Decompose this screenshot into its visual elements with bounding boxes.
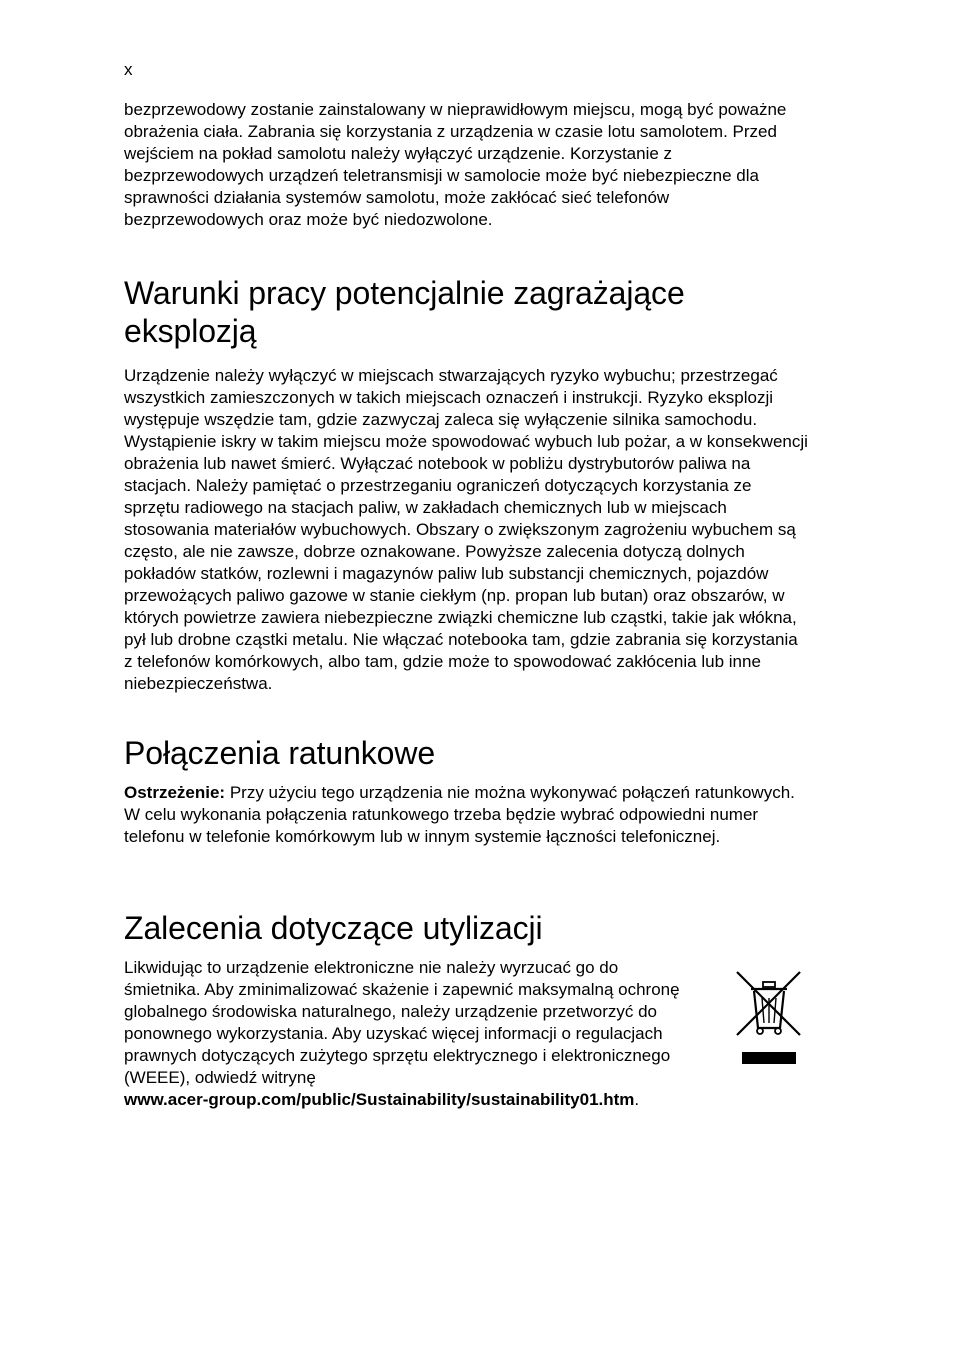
disposal-section xyxy=(124,957,684,1111)
explosion-section xyxy=(124,365,809,695)
emergency-heading: Połączenia ratunkowe xyxy=(124,735,436,771)
link-suffix: . xyxy=(634,1090,640,1109)
explosion-paragraph: Urządzenie należy wyłączyć w miejscach stwarzających ryzyko wybuchu; przestrzegać wszystkich zamieszczonych w takich miejscach oznaczeń i instrukcji. Ryzyko eksplozji występuje wszędzie tam, gdzie zazwyczaj zaleca się wyłączenie silnika samochodu. Wystąpienie iskry w takim miejscu może spowodować wybuch lub pożar, a w konsekwencji obrażenia lub nawet śmierć. Wyłączać notebook w pobliżu dystrybutorów paliwa na stacjach. Należy pamiętać o przestrzeganiu ograniczeń dotyczących korzystania ze sprzętu radiowego na stacjach paliw, w zakładach chemicznych lub w miejscach stosowania materiałów wybuchowych. Obszary o zwiększonym zagrożeniu wybuchem są często, ale nie zawsze, dobrze oznakowane. Powyższe zalecenia dotyczą dolnych pokładów statków, rozlewni i magazynów paliw lub substancji chemicznych, pojazdów przewożących paliwo gazowe w stanie ciekłym (np. propan lub butan) oraz obszarów, w których powietrze zawiera niebezpieczne związki chemiczne lub cząstki, takie jak włókna, pył lub drobne cząstki metalu. Nie włączać notebooka tam, gdzie zabrania się korzystania z telefonów komórkowych, albo tam, gdzie może to spowodować zakłócenia lub inne niebezpieczeństwa. xyxy=(124,366,808,693)
page-number: x xyxy=(124,60,133,79)
disposal-text: Likwidując to urządzenie elektroniczne nie należy wyrzucać go do śmietnika. Aby zminimalizować skażenie i zapewnić maksymalną ochronę globalnego środowiska naturalnego, należy urządzenie przetworzyć do ponownego wykorzystania. Aby uzyskać więcej informacji o regulacjach prawnych dotyczących zużytego sprzętu elektrycznego i elektronicznego (WEEE), odwiedź witrynę xyxy=(124,958,680,1087)
explosion-heading: Warunki pracy potencjalnie zagrażające eksplozją xyxy=(124,275,685,349)
emergency-section xyxy=(124,782,809,848)
warning-label: Ostrzeżenie: xyxy=(124,783,226,802)
sustainability-link[interactable]: www.acer-group.com/public/Sustainability/sustainability01.htm xyxy=(124,1090,635,1109)
weee-crossed-bin-icon xyxy=(734,968,804,1066)
emergency-text: Przy użyciu tego urządzenia nie można wykonywać połączeń ratunkowych. W celu wykonania połączenia ratunkowego trzeba będzie wybrać odpowiedni numer telefonu w telefonie komórkowym lub w innym systemie łączności telefonicznej. xyxy=(124,783,795,846)
emergency-paragraph xyxy=(124,782,809,848)
intro-section xyxy=(124,99,789,231)
disposal-heading: Zalecenia dotyczące utylizacji xyxy=(124,910,543,946)
intro-paragraph: bezprzewodowy zostanie zainstalowany w nieprawidłowym miejscu, mogą być poważne obrażenia ciała. Zabrania się korzystania z urządzenia w czasie lotu samolotem. Przed wejściem na pokład samolotu należy wyłączyć urządzenie. Korzystanie z bezprzewodowych urządzeń teletransmisji w samolocie może być niebezpieczne dla sprawności działania systemów samolotu, może zakłócać sieć telefonów bezprzewodowych oraz może być niedozwolone. xyxy=(124,100,787,229)
disposal-paragraph xyxy=(124,957,684,1111)
